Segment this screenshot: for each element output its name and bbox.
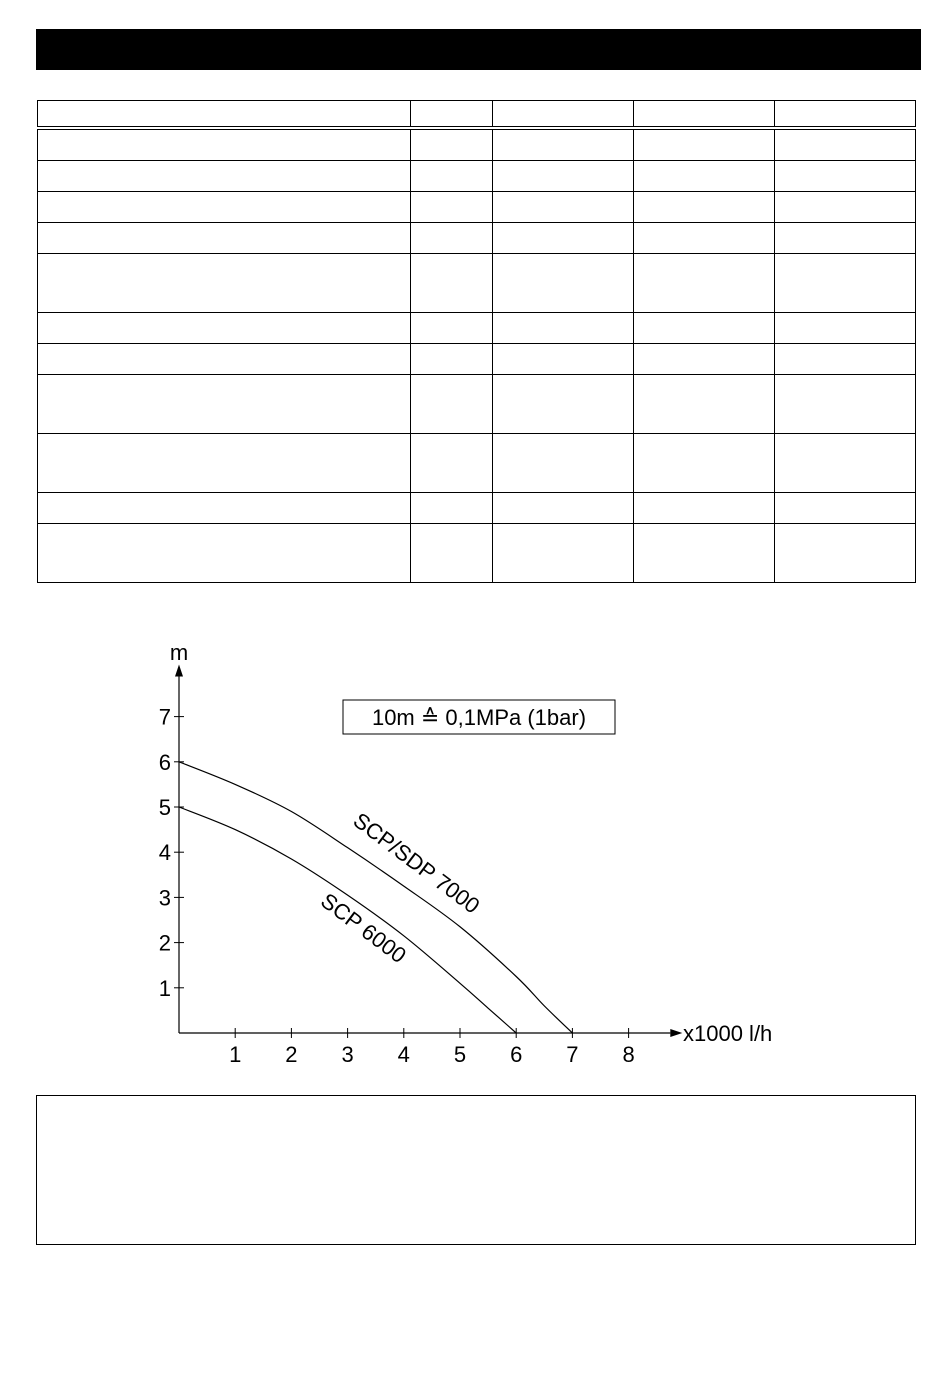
table-header-row [38,101,916,129]
series-label-scp-6000: SCP 6000 [316,887,411,969]
table-cell [775,344,916,375]
table-cell [38,192,411,223]
table-cell [775,101,916,129]
x-tick-label: 5 [453,1042,467,1067]
table-cell [411,161,493,192]
table-cell [775,524,916,583]
table-row [38,493,916,524]
header-bar [36,29,921,70]
table-cell [493,128,634,161]
table-cell [493,375,634,434]
table-cell [411,493,493,524]
chart-curves [179,762,572,1033]
series-line [179,762,572,1033]
table-cell [38,524,411,583]
table-cell [493,493,634,524]
table-cell [38,128,411,161]
y-tick-label: 2 [158,930,171,956]
table-cell [38,434,411,493]
chart-ticks [159,705,635,1067]
table-cell [775,375,916,434]
table-cell [38,161,411,192]
table-cell [38,254,411,313]
table-cell [634,192,775,223]
table-cell [493,524,634,583]
table-cell [634,524,775,583]
table-cell [411,101,493,129]
y-tick-label: 6 [158,749,171,775]
table-cell [493,101,634,129]
table-row [38,344,916,375]
table-cell [493,344,634,375]
table-row [38,128,916,161]
table-cell [634,254,775,313]
table-cell [493,313,634,344]
table-cell [634,493,775,524]
x-axis-arrow-icon [670,1029,682,1037]
table-cell [411,223,493,254]
pump-curve-chart [0,630,950,1080]
y-tick-label: 5 [158,795,171,820]
table-cell [775,434,916,493]
table-row [38,434,916,493]
table-cell [411,375,493,434]
x-tick-label: 8 [622,1042,635,1067]
table-cell [411,128,493,161]
table-cell [38,223,411,254]
table-cell [38,344,411,375]
x-tick-label: 3 [341,1042,354,1067]
table-cell [38,313,411,344]
x-tick-label: 2 [285,1042,298,1067]
x-axis-label: x1000 l/h [683,1021,773,1046]
table-cell [493,434,634,493]
x-tick-label: 6 [510,1042,523,1067]
table-cell [634,101,775,129]
note-box [36,1095,916,1245]
table-cell [775,313,916,344]
y-tick-label: 3 [158,885,171,911]
x-tick-label: 1 [229,1042,242,1067]
table-cell [493,223,634,254]
table-cell [411,524,493,583]
table-row [38,161,916,192]
table-row [38,524,916,583]
table-cell [634,344,775,375]
table-cell [775,223,916,254]
table-cell [493,192,634,223]
table-cell [493,161,634,192]
table-cell [411,313,493,344]
table-cell [634,434,775,493]
y-tick-label: 1 [158,975,171,1001]
table-cell [634,223,775,254]
table-cell [411,344,493,375]
x-tick-label: 4 [397,1042,410,1067]
table-cell [634,128,775,161]
table-cell [38,101,411,129]
x-tick-label: 7 [566,1042,579,1067]
table-cell [775,254,916,313]
series-label-scp-sdp-7000: SCP/SDP 7000 [348,807,485,919]
table-row [38,375,916,434]
table-cell [38,493,411,524]
unit-annotation: 10m ≙ 0,1MPa (1bar) [371,705,587,730]
table-row [38,223,916,254]
y-axis-label: m [169,640,189,665]
table-row [38,313,916,344]
table-row [38,192,916,223]
table-cell [634,161,775,192]
y-tick-label: 4 [158,840,171,866]
table-cell [775,128,916,161]
table-cell [634,313,775,344]
table-cell [775,493,916,524]
table-cell [775,192,916,223]
table-cell [411,254,493,313]
table-cell [411,434,493,493]
y-tick-label: 7 [158,704,171,730]
table-cell [38,375,411,434]
y-axis-arrow-icon [175,664,183,676]
table-cell [411,192,493,223]
table-cell [775,161,916,192]
spec-table [37,100,916,583]
table-cell [634,375,775,434]
table-row [38,254,916,313]
table-cell [493,254,634,313]
